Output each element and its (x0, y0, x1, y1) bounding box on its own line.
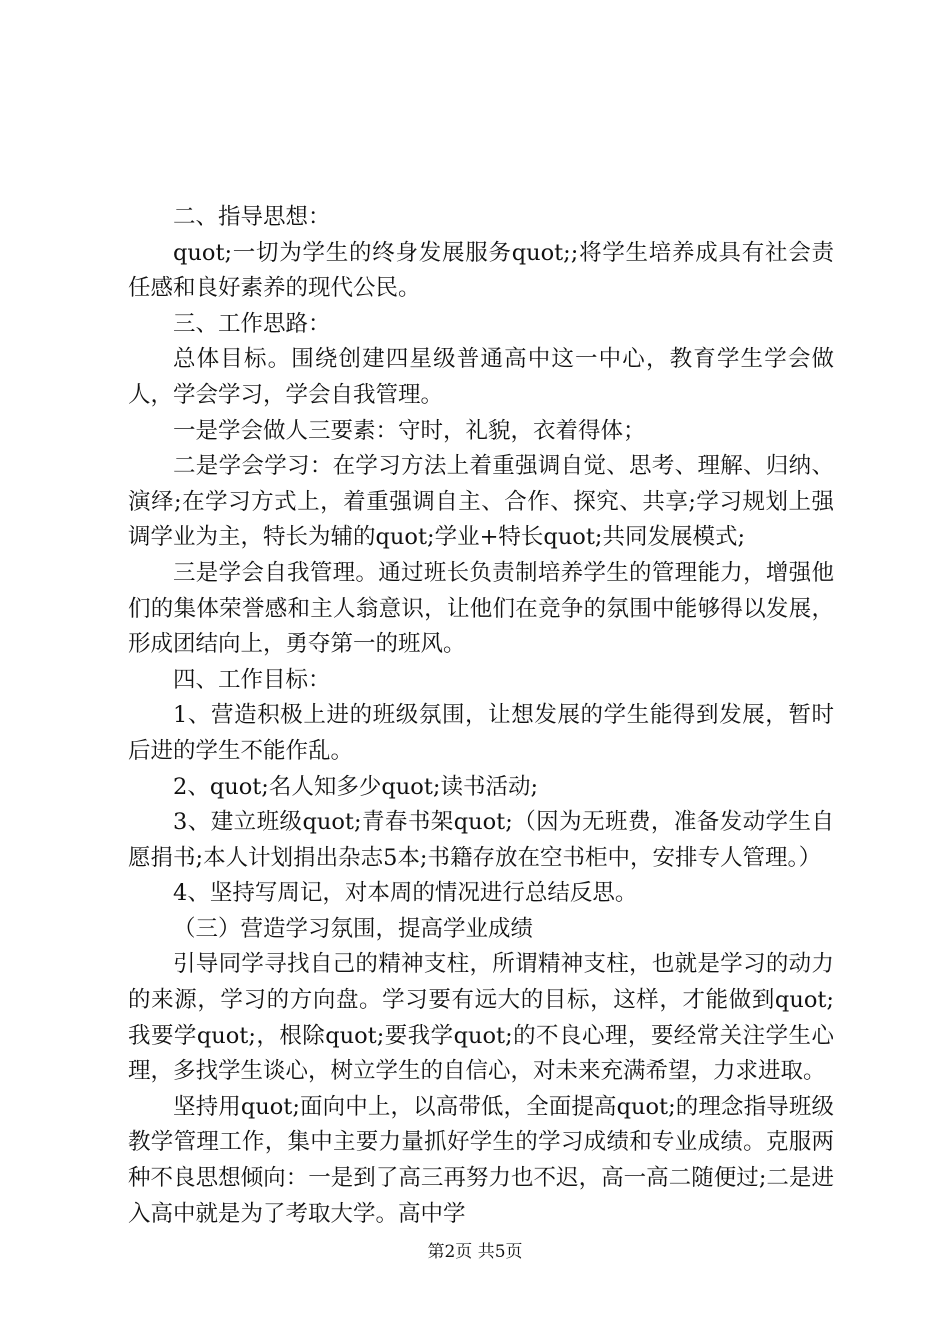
list-item: 2、quot;名人知多少quot;读书活动; (173, 773, 539, 800)
paragraph: 一是学会做人三要素：守时，礼貌，衣着得体； (173, 417, 646, 444)
list-item: 1、营造积极上进的班级氛围，让想发展的学生能得到发展，暂时后进的学生不能作乱。 (128, 702, 834, 764)
paragraph: 坚持用quot;面向中上，以高带低，全面提高quot;的理念指导班级教学管理工作，集中主要力量抓好学生的学习成绩和专业成绩。克服两种不良思想倾向：一是到了高三再努力也不迟，高一高二随便过;二是进入高中就是为了考取大学。高中学 (128, 1093, 834, 1227)
list-item: 4、坚持写周记，对本周的情况进行总结反思。 (173, 880, 638, 907)
paragraph: quot;一切为学生的终身发展服务quot;;将学生培养成具有社会责任感和良好素养的现代公民。 (128, 239, 834, 302)
list-item: 3、建立班级quot;青春书架quot;（因为无班费，准备发动学生自愿捐书;本人计划捐出杂志5本;书籍存放在空书柜中，安排专人管理。） (128, 809, 834, 871)
subsection-heading: （三）营造学习氛围，提高学业成绩 (173, 915, 534, 942)
section-heading-guiding-thought: 二、指导思想： (173, 204, 331, 230)
paragraph: 总体目标。围绕创建四星级普通高中这一中心，教育学生学会做人，学会学习，学会自我管理。 (128, 346, 834, 408)
page-number-footer: 第2页 共5页 (427, 1242, 523, 1262)
document-body (128, 200, 834, 1232)
section-heading-work-approach: 三、工作思路： (173, 310, 331, 337)
paragraph: 二是学会学习：在学习方法上着重强调自觉、思考、理解、归纳、演绎;在学习方式上，着重强调自主、合作、探究、共享;学习规划上强调学业为主，特长为辅的quot;学业+特长quot;共同发展模式; (128, 453, 834, 551)
paragraph: 引导同学寻找自己的精神支柱，所谓精神支柱，也就是学习的动力的来源，学习的方向盘。学习要有远大的目标，这样，才能做到quot;我要学quot;，根除quot;要我学quot;的不良心理，要经常关注学生心理，多找学生谈心，树立学生的自信心，对未来充满希望，力求进取。 (128, 951, 834, 1085)
section-heading-work-goals: 四、工作目标： (173, 666, 331, 693)
paragraph: 三是学会自我管理。通过班长负责制培养学生的管理能力，增强他们的集体荣誉感和主人翁意识，让他们在竞争的氛围中能够得以发展，形成团结向上，勇夺第一的班风。 (128, 559, 834, 658)
